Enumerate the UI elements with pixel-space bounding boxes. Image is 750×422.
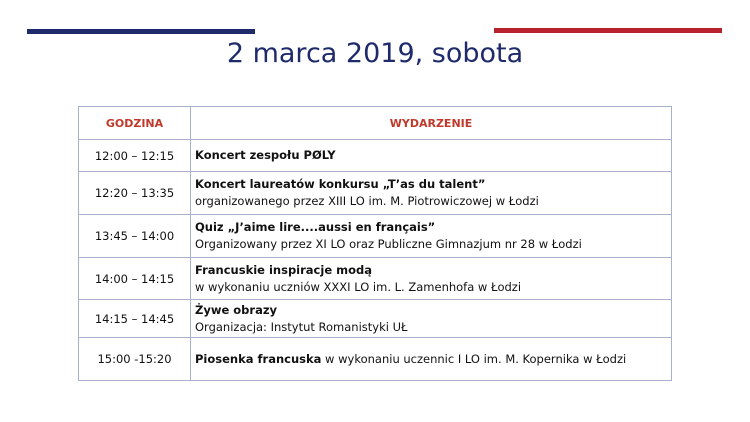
table-row xyxy=(79,215,672,258)
row-time: 12:00 – 12:15 xyxy=(79,140,191,172)
row-time: 14:00 – 14:15 xyxy=(79,258,191,300)
row-event xyxy=(191,258,672,300)
table-row xyxy=(79,140,672,172)
table-row xyxy=(79,172,672,215)
event-title: Francuskie inspiracje modą xyxy=(195,262,372,277)
row-time: 12:20 – 13:35 xyxy=(79,172,191,215)
event-detail: Organizowany przez XI LO oraz Publiczne Gimnazjum nr 28 w Łodzi xyxy=(195,237,582,251)
table-row xyxy=(79,258,672,300)
event-detail: organizowanego przez XIII LO im. M. Piotrowiczowej w Łodzi xyxy=(195,194,539,208)
row-event xyxy=(191,300,672,338)
event-title: Koncert laureatów konkursu „T’as du talent” xyxy=(195,177,486,191)
row-event xyxy=(191,140,672,172)
table-header-row xyxy=(79,107,672,140)
row-event xyxy=(191,172,672,215)
column-header-event: WYDARZENIE xyxy=(191,107,672,140)
row-time: 13:45 – 14:00 xyxy=(79,215,191,258)
accent-bar-left xyxy=(27,29,255,34)
row-time: 14:15 – 14:45 xyxy=(79,300,191,338)
table-row xyxy=(79,300,672,338)
event-detail: Organizacja: Instytut Romanistyki UŁ xyxy=(195,319,408,334)
schedule-table xyxy=(78,106,672,381)
event-title: Koncert zespołu PØLY xyxy=(195,148,336,162)
event-detail: w wykonaniu uczennic I LO im. M. Kopernika w Łodzi xyxy=(321,351,627,366)
event-title: Piosenka francuska xyxy=(195,351,322,366)
row-event xyxy=(191,215,672,258)
row-time: 15:00 -15:20 xyxy=(79,338,191,381)
accent-bar-right xyxy=(494,28,722,33)
event-title: Quiz „J’aime lire....aussi en français” xyxy=(195,220,436,234)
column-header-time: GODZINA xyxy=(79,107,191,140)
row-event xyxy=(191,338,672,381)
event-detail: w wykonaniu uczniów XXXI LO im. L. Zamenhofa w Łodzi xyxy=(195,279,522,294)
page-title: 2 marca 2019, sobota xyxy=(226,38,524,69)
event-title: Żywe obrazy xyxy=(195,302,278,317)
table-row xyxy=(79,338,672,381)
